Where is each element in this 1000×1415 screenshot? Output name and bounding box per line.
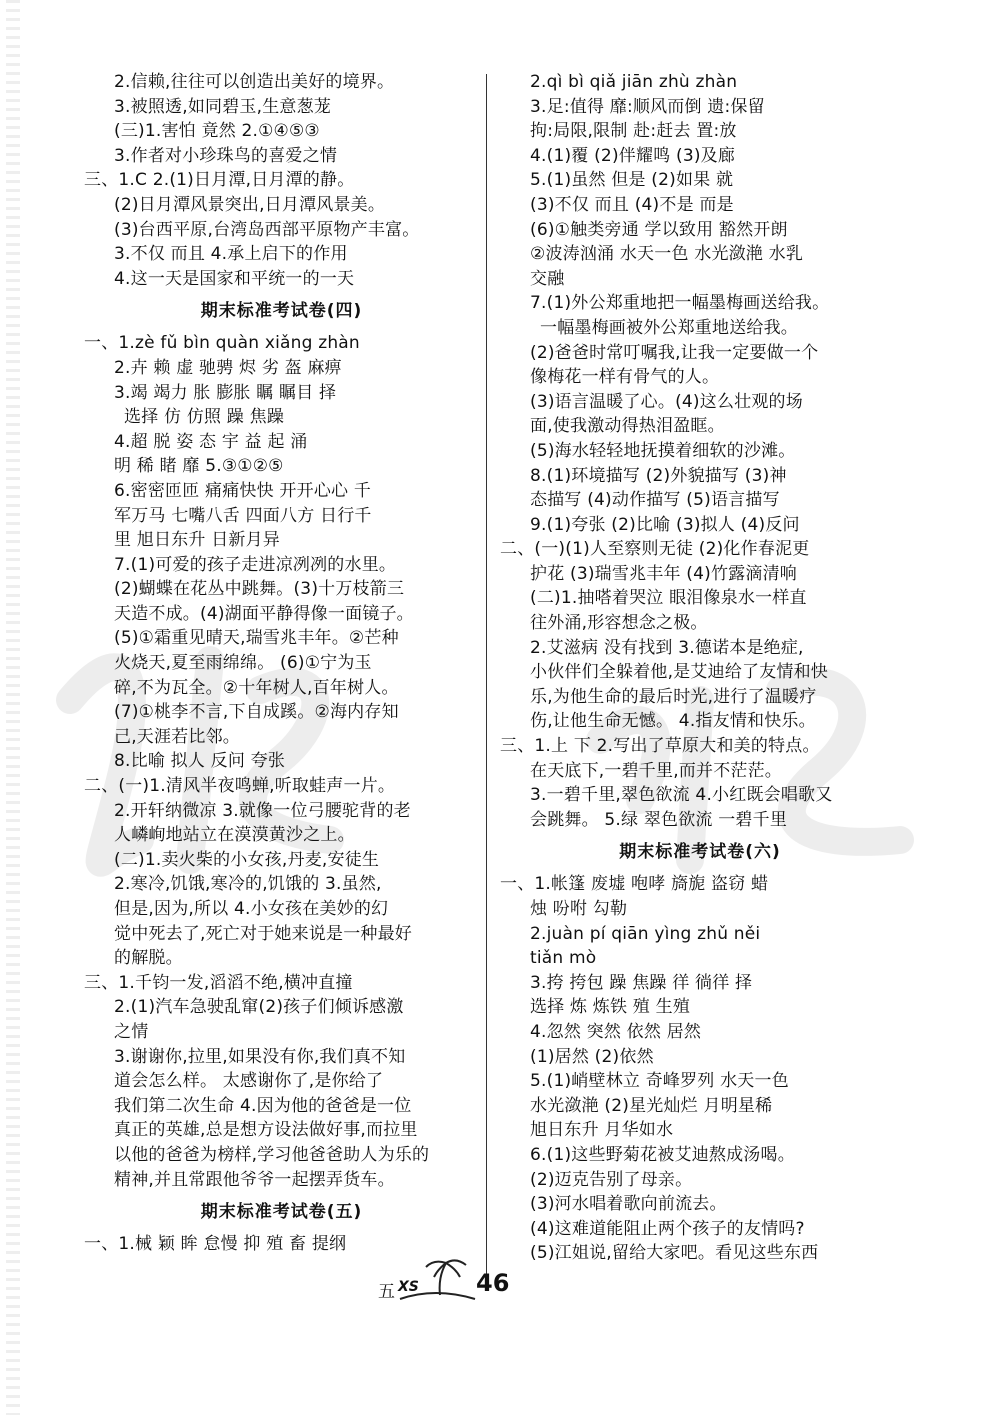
answer-line: 三、1.上 下 2.写出了草原大和美的特点。: [500, 736, 820, 757]
answer-line: 3.竭 竭力 胀 膨胀 瞩 瞩目 择: [114, 382, 337, 403]
answer-line: 2.寒冷,饥饿,寒冷的,饥饿的 3.虽然,: [114, 874, 382, 895]
answer-line: 3.一碧千里,翠色欲流 4.小红既会唱歌又: [530, 785, 833, 806]
answer-line: 护花 (3)瑞雪兆丰年 (4)竹露滴清响: [530, 563, 797, 584]
answer-line: 往外涌,形容想念之极。: [530, 613, 708, 634]
answer-line: 像梅花一样有骨气的人。: [530, 367, 720, 388]
answer-line: 7.(1)外公郑重地把一幅墨梅画送给我。: [530, 293, 830, 314]
answer-line: (4)这难道能阻止两个孩子的友情吗?: [530, 1218, 805, 1239]
answer-line: 3.足:值得 靡:顺风而倒 遗:保留: [530, 96, 765, 117]
answer-line: 2.qì bì qiǎ jiān zhù zhàn: [530, 72, 738, 92]
answer-line: 天造不成。(4)湖面平静得像一面镜子。: [114, 603, 414, 624]
section-heading: 期末标准考试卷(六): [619, 842, 781, 863]
answer-line: 8.(1)环境描写 (2)外貌描写 (3)神: [530, 465, 787, 486]
answer-line: 真正的英雄,总是想方设法做好事,而拉里: [114, 1120, 418, 1141]
answer-line: 4.忽然 突然 依然 居然: [530, 1021, 702, 1042]
scan-edge-mark: [6, 0, 20, 1415]
column-divider: [486, 74, 487, 1284]
page-footer: [370, 1255, 540, 1305]
answer-line: 火烧天,夏至雨绵绵。 (6)①宁为玉: [114, 653, 372, 674]
answer-line: (5)海水轻轻地抚摸着细软的沙滩。: [530, 440, 796, 461]
answer-line: 4.超 脱 姿 态 宇 益 起 涌: [114, 431, 308, 452]
answer-line: 4.(1)覆 (2)伴耀鸣 (3)及廊: [530, 145, 736, 166]
answer-line: (3)河水唱着歌向前流去。: [530, 1194, 727, 1215]
answer-line: (3)不仅 而且 (4)不是 而是: [530, 194, 734, 215]
answer-line: 8.比喻 拟人 反问 夸张: [114, 751, 286, 772]
brand-label: XS: [398, 1279, 419, 1295]
answer-line: 5.(1)峭壁林立 奇峰罗列 水天一色: [530, 1071, 789, 1092]
answer-line: 之情: [114, 1021, 149, 1042]
answer-line: (3)语言温暖了心。(4)这么壮观的场: [530, 391, 803, 412]
answer-line: 拘:局限,限制 赴:赶去 置:放: [530, 121, 737, 142]
answer-line: 7.(1)可爱的孩子走进凉冽冽的水里。: [114, 554, 397, 575]
answer-line: 的解脱。: [114, 948, 183, 969]
answer-line: 3.作者对小珍珠鸟的喜爱之情: [114, 145, 338, 166]
answer-line: tiǎn mò: [530, 948, 597, 969]
section-heading: 期末标准考试卷(四): [200, 301, 363, 322]
answer-line: (3)台西平原,台湾岛西部平原物产丰富。: [114, 219, 420, 240]
answer-line: 伤,让他生命无憾。 4.指友情和快乐。: [530, 711, 816, 732]
answer-line: ②波涛汹涌 水天一色 水光潋滟 水乳: [530, 244, 804, 265]
answer-line: (6)①触类旁通 学以致用 豁然开朗: [530, 219, 788, 240]
answer-line: 烛 吩咐 勾勒: [530, 899, 628, 919]
answer-line: (二)1.卖火柴的小女孩,丹麦,安徒生: [114, 849, 380, 870]
answer-line: 三、1.千钧一发,滔滔不绝,横冲直撞: [84, 972, 353, 993]
answer-line: (7)①桃李不言,下自成蹊。②海内存知: [114, 702, 399, 723]
answer-line: 道会怎么样。 太感谢你了,是你给了: [114, 1071, 384, 1092]
answer-line: 以他的爸爸为榜样,学习他爸爸助人为乐的: [114, 1144, 430, 1165]
right-column: [500, 70, 900, 1266]
left-column: [84, 70, 479, 1257]
answer-line: 选择 炼 炼铁 殖 生殖: [530, 997, 691, 1018]
answer-line: 6.密密匝匝 痛痛快快 开开心心 千: [114, 480, 372, 501]
answer-line: 水光潋滟 (2)星光灿烂 月明星稀: [530, 1095, 773, 1116]
answer-line: 3.不仅 而且 4.承上启下的作用: [114, 244, 348, 265]
answer-line: 小伙伴们全躲着他,是艾迪给了友情和快: [530, 662, 829, 683]
answer-line: 2.(1)汽车急驶乱窜(2)孩子们倾诉感激: [114, 997, 404, 1018]
answer-line: 人嶙峋地站立在漠漠黄沙之上。: [114, 825, 355, 846]
answer-line: 2.juàn pí qiān yìng zhǔ něi: [530, 923, 761, 944]
answer-line: 碎,不为瓦全。②十年树人,百年树人。: [114, 677, 399, 698]
answer-line: (2)日月潭风景突出,日月潭风景美。: [114, 194, 386, 215]
answer-line: 5.(1)虽然 但是 (2)如果 就: [530, 170, 734, 191]
answer-line: 2.信赖,往往可以创造出美好的境界。: [114, 72, 395, 92]
answer-line: 2.卉 赖 虚 驰骋 烬 劣 盔 麻痹: [114, 357, 342, 378]
answer-line: 3.谢谢你,拉里,如果没有你,我们真不知: [114, 1046, 406, 1067]
answer-line: 在天底下,一碧千里,而并不茫茫。: [530, 760, 783, 781]
answer-line: 交融: [530, 268, 565, 289]
answer-line: 军万马 七嘴八舌 四面八方 日行千: [114, 505, 372, 526]
answer-line: 一、1.zè fǔ bìn quàn xiǎng zhàn: [84, 333, 360, 354]
answer-line: 明 稀 睹 靡 5.③①②⑤: [114, 456, 284, 477]
grade-label: 五: [378, 1282, 395, 1302]
page-number: 46: [476, 1269, 510, 1297]
answer-line: 3.被照透,如同碧玉,生意葱茏: [114, 96, 332, 117]
answer-line: (1)居然 (2)依然: [530, 1046, 654, 1067]
answer-line: 面,使我激动得热泪盈眶。: [530, 416, 725, 437]
answer-line: (2)迈克告别了母亲。: [530, 1169, 693, 1190]
answer-line: 选择 仿 仿照 躁 焦躁: [124, 407, 285, 428]
answer-line: 三、1.C 2.(1)日月潭,日月潭的静。: [84, 170, 355, 191]
section-heading: 期末标准考试卷(五): [200, 1202, 363, 1223]
answer-line: (5)①霜重见晴天,瑞雪兆丰年。②芒种: [114, 628, 399, 649]
answer-line: (2)爸爸时常叮嘱我,让我一定要做一个: [530, 342, 819, 363]
answer-line: 精神,并且常跟他爷爷一起摆弄货车。: [114, 1169, 395, 1190]
answer-line: 我们第二次生命 4.因为他的爸爸是一位: [114, 1095, 412, 1116]
answer-line: 会跳舞。 5.绿 翠色欲流 一碧千里: [530, 809, 788, 830]
answer-line: 二、(一)1.清风半夜鸣蝉,听取蛙声一片。: [84, 776, 396, 797]
answer-line: 2.开轩纳微凉 3.就像一位弓腰驼背的老: [114, 800, 411, 821]
answer-line: 3.挎 挎包 躁 焦躁 徉 徜徉 择: [530, 972, 753, 993]
answer-line: 一幅墨梅画被外公郑重地送给我。: [540, 317, 798, 338]
answer-line: 一、1.械 颖 眸 怠慢 抑 殖 畜 提纲: [84, 1234, 347, 1255]
answer-line: 二、(一)(1)人至察则无徒 (2)化作春泥更: [500, 539, 810, 560]
answer-line: 里 旭日东升 日新月异: [114, 530, 281, 551]
answer-line: (5)江姐说,留给大家吧。看见这些东西: [530, 1243, 819, 1264]
answer-line: (三)1.害怕 竟然 2.①④⑤③: [114, 121, 320, 142]
answer-line: 9.(1)夸张 (2)比喻 (3)拟人 (4)反问: [530, 514, 800, 535]
answer-line: 旭日东升 月华如水: [530, 1120, 674, 1141]
answer-line: 4.这一天是国家和平统一的一天: [114, 268, 355, 289]
answer-line: 乐,为他生命的最后时光,进行了温暖疗: [530, 686, 817, 707]
answer-line: 2.艾滋病 没有找到 3.德诺本是绝症,: [530, 637, 804, 658]
answer-line: 一、1.帐篷 废墟 咆哮 旖旎 盗窃 蜡: [500, 874, 769, 895]
answer-line: (二)1.抽嗒着哭泣 眼泪像泉水一样直: [530, 588, 807, 609]
answer-line: 6.(1)这些野菊花被艾迪熬成汤喝。: [530, 1144, 795, 1165]
answer-line: 但是,因为,所以 4.小女孩在美妙的幻: [114, 899, 389, 919]
answer-line: 觉中死去了,死亡对于她来说是一种最好: [114, 923, 413, 944]
answer-line: (2)蝴蝶在花丛中跳舞。(3)十万枝箭三: [114, 579, 405, 600]
answer-line: 态描写 (4)动作描写 (5)语言描写: [530, 490, 780, 511]
answer-line: 己,天涯若比邻。: [114, 726, 241, 747]
